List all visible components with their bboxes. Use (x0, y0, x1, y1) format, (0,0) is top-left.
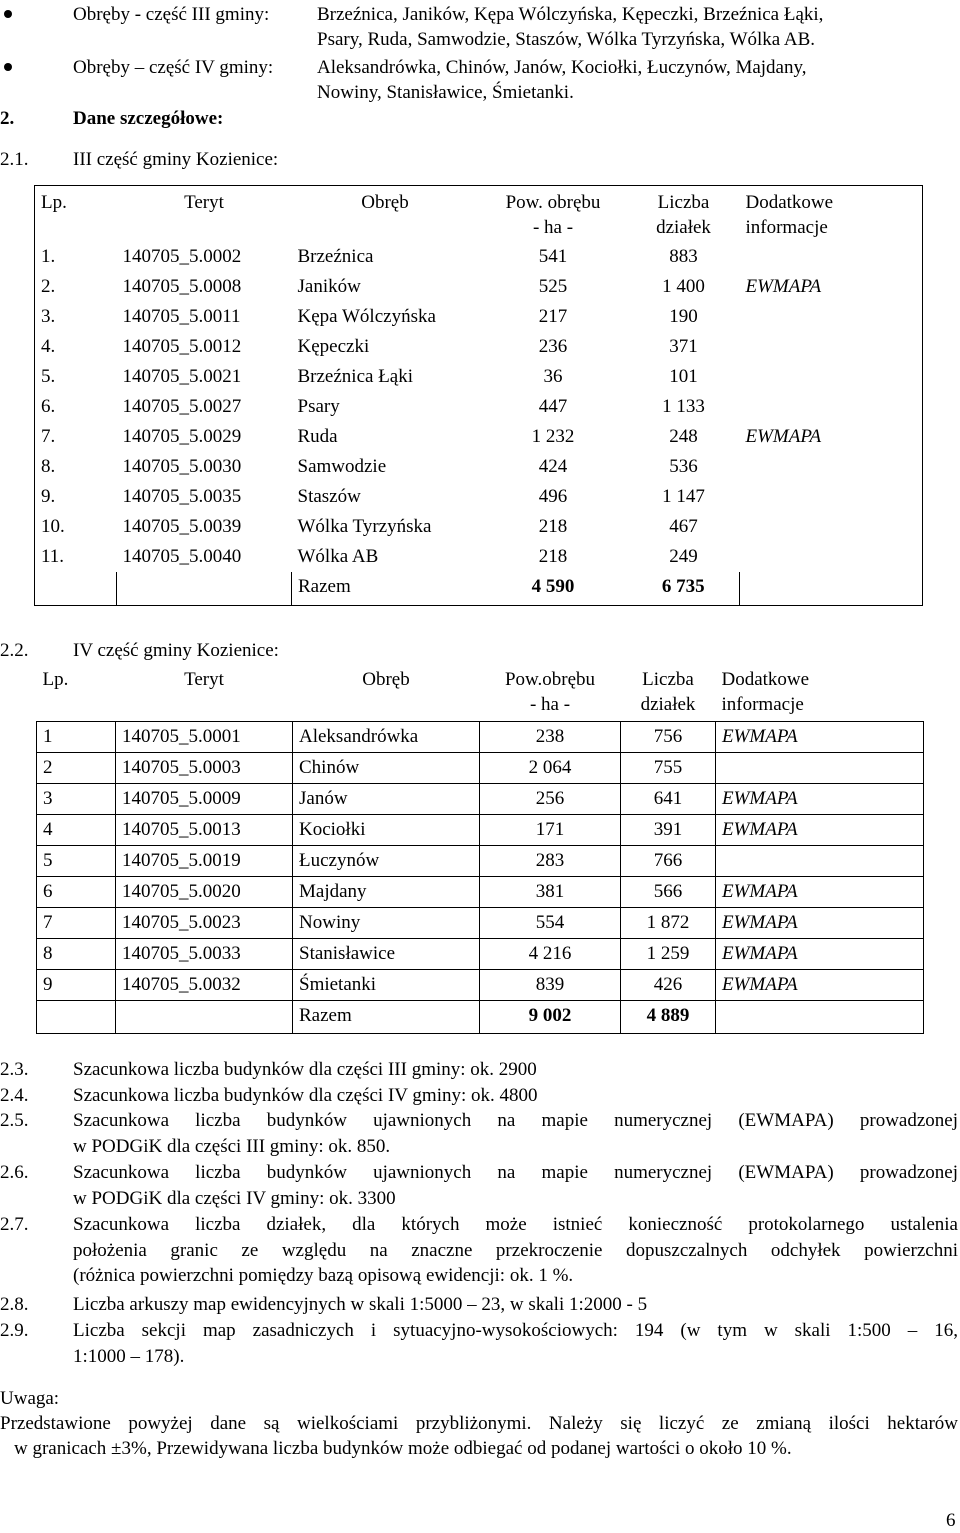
table-row (35, 452, 923, 482)
table-row (35, 512, 923, 542)
cell-pow: 496 (538, 485, 568, 507)
cell-teryt: 140705_5.0008 (122, 275, 242, 297)
header-obreb: Obręb (362, 669, 410, 690)
table-row (35, 482, 923, 512)
cell-pow: 2 064 (480, 752, 621, 783)
table-header-row (37, 663, 924, 721)
cell-info: EWMAPA (716, 969, 924, 1000)
cell-obreb: Aleksandrówka (293, 721, 480, 752)
point-line: w PODGiK dla części III gminy: ok. 850. (73, 1135, 391, 1157)
point-line: Szacunkowa liczba budynków dla części IV gminy: ok. 4800 (73, 1085, 538, 1106)
cell-obreb: Psary (297, 395, 340, 417)
bullet-line: Brzeźnica, Janików, Kępa Wólczyńska, Kępeczki, Brzeźnica Łąki, (317, 4, 824, 25)
cell-info (740, 302, 923, 332)
cell-obreb: Łuczynów (293, 845, 480, 876)
cell-info (716, 845, 924, 876)
table-total-row (35, 572, 923, 606)
table-row (37, 876, 924, 907)
note-line: Przedstawione powyżej dane są wielkościami przybliżonymi. Należy się liczyć ze zmianą ilości hektarów (0, 1413, 958, 1434)
table-row (35, 362, 923, 392)
table-row (35, 242, 923, 272)
cell-lp: 9 (37, 969, 116, 1000)
total-label: Razem (293, 1000, 480, 1033)
cell-teryt: 140705_5.0012 (122, 335, 242, 357)
cell-teryt: 140705_5.0003 (116, 752, 293, 783)
cell-dzialki: 249 (669, 545, 698, 567)
cell-info: EWMAPA (716, 783, 924, 814)
cell-lp: 1. (35, 242, 117, 272)
cell-dzialki: 1 147 (662, 485, 705, 507)
table-row (35, 332, 923, 362)
cell-info: EWMAPA (716, 876, 924, 907)
table-row (37, 814, 924, 845)
cell-lp: 3 (37, 783, 116, 814)
bullet-line: Aleksandrówka, Chinów, Janów, Kociołki, Łuczynów, Majdany, (317, 57, 807, 78)
cell-pow: 217 (538, 305, 568, 327)
cell-lp: 1 (37, 721, 116, 752)
cell-lp: 6 (37, 876, 116, 907)
point-number: 2.3. (0, 1059, 29, 1080)
header-pow: Pow. obrębu - ha - (479, 186, 628, 242)
cell-lp: 11. (35, 542, 117, 572)
table-row (37, 907, 924, 938)
cell-dzialki: 101 (669, 365, 698, 387)
cell-dzialki: 566 (621, 876, 716, 907)
cell-obreb: Majdany (293, 876, 480, 907)
cell-pow: 218 (538, 515, 568, 537)
point-number: 2.6. (0, 1162, 29, 1183)
cell-info: EWMAPA (716, 721, 924, 752)
cell-pow: 238 (480, 721, 621, 752)
cell-dzialki: 1 872 (621, 907, 716, 938)
cell-dzialki: 467 (669, 515, 698, 537)
cell-teryt: 140705_5.0027 (122, 395, 242, 417)
cell-pow: 218 (538, 545, 568, 567)
cell-dzialki: 766 (621, 845, 716, 876)
cell-info (740, 362, 923, 392)
cell-teryt: 140705_5.0019 (116, 845, 293, 876)
cell-obreb: Stanisławice (293, 938, 480, 969)
point-line: 1:1000 – 178). (73, 1345, 185, 1367)
cell-lp: 4. (35, 332, 117, 362)
cell-dzialki: 1 133 (662, 395, 705, 417)
cell-lp: 10. (35, 512, 117, 542)
header-lp: Lp. (42, 669, 69, 690)
cell-lp: 8. (35, 452, 117, 482)
header-liczba-dzialek: Liczba działek (628, 186, 740, 242)
cell-pow: 381 (480, 876, 621, 907)
cell-lp: 9. (35, 482, 117, 512)
cell-pow: 839 (480, 969, 621, 1000)
table-row (35, 272, 923, 302)
table-row (37, 938, 924, 969)
bullet-label: Obręby – część IV gminy: (73, 57, 274, 78)
cell-lp: 7. (35, 422, 117, 452)
cell-teryt: 140705_5.0001 (116, 721, 293, 752)
header-liczba-dzialek: Liczba działek (640, 669, 696, 715)
header-teryt: Teryt (184, 669, 224, 690)
point-line: Liczba arkuszy map ewidencyjnych w skali 1:5000 – 23, w skali 1:2000 - 5 (73, 1294, 648, 1315)
cell-teryt: 140705_5.0035 (122, 485, 242, 507)
cell-pow: 283 (480, 845, 621, 876)
cell-info: EWMAPA (716, 907, 924, 938)
cell-teryt: 140705_5.0009 (116, 783, 293, 814)
section-title: Dane szczegółowe: (73, 108, 224, 129)
cell-teryt: 140705_5.0013 (116, 814, 293, 845)
cell-teryt: 140705_5.0029 (122, 425, 242, 447)
header-pow: Pow.obrębu - ha - (504, 669, 596, 715)
cell-dzialki: 641 (621, 783, 716, 814)
table-total-row (37, 1000, 924, 1033)
cell-teryt: 140705_5.0011 (122, 305, 241, 327)
table-header-row (35, 186, 923, 242)
header-dodatkowe: Dodatkowe informacje (740, 186, 923, 242)
point-line: w PODGiK dla części IV gminy: ok. 3300 (73, 1187, 396, 1209)
cell-pow: 554 (480, 907, 621, 938)
cell-obreb: Nowiny (293, 907, 480, 938)
cell-obreb: Ruda (297, 425, 338, 447)
table-part-4 (36, 663, 924, 1034)
subsection-number: 2.1. (0, 149, 29, 170)
note-title: Uwaga: (0, 1388, 60, 1409)
cell-obreb: Brzeźnica Łąki (297, 365, 414, 387)
cell-dzialki: 1 259 (621, 938, 716, 969)
cell-teryt: 140705_5.0040 (122, 545, 242, 567)
cell-info (740, 542, 923, 572)
point-line: Szacunkowa liczba budynków dla części III gminy: ok. 2900 (73, 1059, 537, 1080)
table-row (37, 721, 924, 752)
cell-lp: 5 (37, 845, 116, 876)
cell-teryt: 140705_5.0002 (122, 245, 242, 267)
cell-pow: 541 (538, 245, 568, 267)
point-number: 2.9. (0, 1320, 29, 1341)
point-line: (różnica powierzchni pomiędzy bazą opisową ewidencji: ok. 1 %. (73, 1265, 574, 1286)
cell-teryt: 140705_5.0032 (116, 969, 293, 1000)
cell-pow: 4 216 (480, 938, 621, 969)
table-row (35, 392, 923, 422)
table-part-3 (34, 185, 923, 606)
point-line: położenia granic ze względu na znaczne przekroczenie dopuszczalnych odchyłek powierzchni (73, 1239, 958, 1261)
cell-obreb: Kępa Wólczyńska (297, 305, 436, 327)
total-dzialki: 6 735 (628, 572, 740, 606)
point-line: Szacunkowa liczba działek, dla których może istnieć konieczność protokolarnego ustalenia (73, 1214, 958, 1235)
table-row (35, 302, 923, 332)
cell-pow: 236 (538, 335, 568, 357)
cell-lp: 6. (35, 392, 117, 422)
cell-lp: 8 (37, 938, 116, 969)
point-line: Szacunkowa liczba budynków ujawnionych na mapie numerycznej (EWMAPA) prowadzonej (73, 1162, 958, 1183)
cell-obreb: Janików (297, 275, 361, 297)
point-number: 2.7. (0, 1214, 29, 1235)
point-line: Liczba sekcji map zasadniczych i sytuacyjno-wysokościowych: 194 (w tym w skali 1:500 – 16, (73, 1320, 958, 1341)
cell-pow: 1 232 (531, 425, 575, 447)
bullet-icon (4, 63, 12, 71)
header-teryt: Teryt (117, 186, 292, 242)
cell-info: EWMAPA (716, 814, 924, 845)
table-row (35, 422, 923, 452)
cell-dzialki: 756 (621, 721, 716, 752)
table-row (37, 783, 924, 814)
cell-lp: 2. (35, 272, 117, 302)
cell-info: EWMAPA (716, 938, 924, 969)
cell-teryt: 140705_5.0030 (122, 455, 242, 477)
cell-lp: 4 (37, 814, 116, 845)
subsection-number: 2.2. (0, 640, 29, 661)
cell-dzialki: 1 400 (662, 275, 705, 297)
table-row (37, 845, 924, 876)
subsection-title: IV część gminy Kozienice: (73, 640, 279, 661)
cell-dzialki: 391 (621, 814, 716, 845)
cell-dzialki: 883 (669, 245, 698, 267)
section-number: 2. (0, 108, 15, 129)
cell-dzialki: 248 (669, 425, 698, 447)
total-label: Razem (292, 572, 479, 606)
cell-lp: 2 (37, 752, 116, 783)
header-dodatkowe: Dodatkowe informacje (721, 669, 810, 715)
page-number: 6 (946, 1510, 956, 1531)
cell-teryt: 140705_5.0020 (116, 876, 293, 907)
cell-info (740, 392, 923, 422)
cell-pow: 36 (543, 365, 563, 387)
bullet-label: Obręby - część III gminy: (73, 4, 270, 25)
table-row (37, 752, 924, 783)
cell-dzialki: 426 (621, 969, 716, 1000)
cell-teryt: 140705_5.0039 (122, 515, 242, 537)
header-obreb: Obręb (292, 186, 479, 242)
cell-info: EWMAPA (740, 422, 923, 452)
cell-dzialki: 190 (669, 305, 698, 327)
table-row (35, 542, 923, 572)
cell-pow: 424 (538, 455, 568, 477)
cell-obreb: Śmietanki (293, 969, 480, 1000)
cell-obreb: Wólka AB (297, 545, 379, 567)
cell-obreb: Brzeźnica (297, 245, 374, 267)
point-number: 2.8. (0, 1294, 29, 1315)
header-lp: Lp. (35, 186, 117, 242)
cell-dzialki: 755 (621, 752, 716, 783)
cell-obreb: Chinów (293, 752, 480, 783)
cell-lp: 3. (35, 302, 117, 332)
cell-pow: 256 (480, 783, 621, 814)
cell-dzialki: 371 (669, 335, 698, 357)
cell-info (740, 332, 923, 362)
cell-pow: 525 (538, 275, 568, 297)
cell-teryt: 140705_5.0033 (116, 938, 293, 969)
point-line: Szacunkowa liczba budynków ujawnionych na mapie numerycznej (EWMAPA) prowadzonej (73, 1110, 958, 1131)
cell-lp: 7 (37, 907, 116, 938)
total-pow: 9 002 (480, 1000, 621, 1033)
cell-teryt: 140705_5.0021 (122, 365, 242, 387)
cell-info (740, 482, 923, 512)
cell-obreb: Samwodzie (297, 455, 387, 477)
cell-lp: 5. (35, 362, 117, 392)
point-number: 2.5. (0, 1110, 29, 1131)
total-pow: 4 590 (479, 572, 628, 606)
cell-obreb: Kociołki (293, 814, 480, 845)
cell-obreb: Wólka Tyrzyńska (297, 515, 432, 537)
bullet-line: Nowiny, Stanisławice, Śmietanki. (317, 82, 574, 103)
cell-pow: 171 (480, 814, 621, 845)
cell-info: EWMAPA (740, 272, 923, 302)
total-dzialki: 4 889 (621, 1000, 716, 1033)
cell-info (740, 242, 923, 272)
cell-info (716, 752, 924, 783)
note-line: w granicach ±3%, Przewidywana liczba budynków może odbiegać od podanej wartości o około 10 %. (14, 1438, 792, 1459)
cell-obreb: Kępeczki (297, 335, 370, 357)
cell-teryt: 140705_5.0023 (116, 907, 293, 938)
table-row (37, 969, 924, 1000)
bullet-line: Psary, Ruda, Samwodzie, Staszów, Wólka Tyrzyńska, Wólka AB. (317, 29, 816, 50)
cell-obreb: Staszów (297, 485, 361, 507)
bullet-icon (4, 10, 12, 18)
cell-info (740, 512, 923, 542)
point-number: 2.4. (0, 1085, 29, 1106)
cell-obreb: Janów (293, 783, 480, 814)
cell-pow: 447 (538, 395, 568, 417)
subsection-title: III część gminy Kozienice: (73, 149, 279, 170)
cell-info (740, 452, 923, 482)
cell-dzialki: 536 (669, 455, 698, 477)
